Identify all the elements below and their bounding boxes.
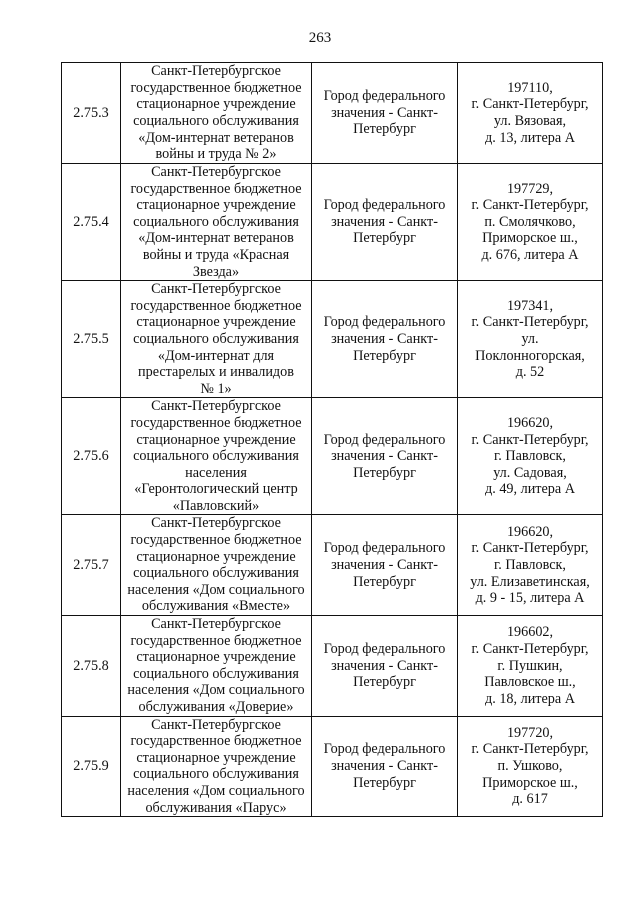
table-row	[62, 716, 603, 817]
address: 196620, г. Санкт-Петербург, г. Павловск, ул. Елизаветинская, д. 9 - 15, литера А	[470, 523, 590, 607]
institution-name: Санкт-Петербургское государственное бюджетное стационарное учреждение социального обслуживания населения «Геронтологический центр «Павловский»	[130, 398, 302, 514]
row-number: 2.75.5	[62, 281, 121, 398]
address: 197729, г. Санкт-Петербург, п. Смолячково, Приморское ш., д. 676, литера А	[471, 180, 589, 263]
city-type: Город федерального значения - Санкт- Петербург	[323, 540, 446, 590]
row-number: 2.75.8	[62, 616, 121, 717]
institution-name: Санкт-Петербургское государственное бюджетное стационарное учреждение социального обслуживания населения «Дом социального обслуживания «Доверие»	[127, 616, 305, 715]
table-row	[62, 281, 603, 398]
address: 196602, г. Санкт-Петербург, г. Пушкин, Павловское ш., д. 18, литера А	[471, 624, 589, 707]
row-number: 2.75.9	[62, 716, 121, 817]
institution-name: Санкт-Петербургское государственное бюджетное стационарное учреждение социального обслуживания населения «Дом социального обслуживания «Парус»	[127, 716, 305, 816]
address: 197720, г. Санкт-Петербург, п. Ушково, Приморское ш., д. 617	[471, 724, 589, 808]
address: 197110, г. Санкт-Петербург, ул. Вязовая, д. 13, литера А	[471, 79, 589, 146]
city-type: Город федерального значения - Санкт- Петербург	[323, 197, 446, 247]
city-type: Город федерального значения - Санкт- Петербург	[323, 640, 446, 691]
row-number: 2.75.7	[62, 515, 121, 616]
city-type: Город федерального значения - Санкт- Петербург	[323, 741, 446, 791]
row-number: 2.75.3	[62, 63, 121, 164]
institution-name: Санкт-Петербургское государственное бюджетное стационарное учреждение социального обслуживания «Дом-интернат ветеранов войны и труда № 2»	[130, 63, 302, 163]
row-number: 2.75.4	[62, 164, 121, 281]
city-type: Город федерального значения - Санкт- Петербург	[323, 88, 446, 138]
address: 196620, г. Санкт-Петербург, г. Павловск, ул. Садовая, д. 49, литера А	[471, 414, 589, 498]
institution-name: Санкт-Петербургское государственное бюджетное стационарное учреждение социального обслуживания населения «Дом социального обслуживания «Вместе»	[127, 515, 305, 615]
institution-name: Санкт-Петербургское государственное бюджетное стационарное учреждение социального обслуживания «Дом-интернат для престарелых и инвалидов № 1»	[130, 281, 302, 397]
institution-name: Санкт-Петербургское государственное бюджетное стационарное учреждение социального обслуживания «Дом-интернат ветеранов войны и труда «Красная Звезда»	[130, 164, 302, 280]
city-type: Город федерального значения - Санкт- Петербург	[323, 314, 446, 364]
table-row	[62, 398, 603, 515]
institutions-table	[61, 62, 603, 817]
table-row	[62, 164, 603, 281]
row-number: 2.75.6	[62, 398, 121, 515]
city-type: Город федерального значения - Санкт- Петербург	[323, 431, 446, 481]
table-row	[62, 616, 603, 717]
page-number: 263	[308, 30, 332, 46]
address: 197341, г. Санкт-Петербург, ул. Поклонногорская, д. 52	[471, 297, 589, 381]
table-row	[62, 515, 603, 616]
table-row	[62, 63, 603, 164]
